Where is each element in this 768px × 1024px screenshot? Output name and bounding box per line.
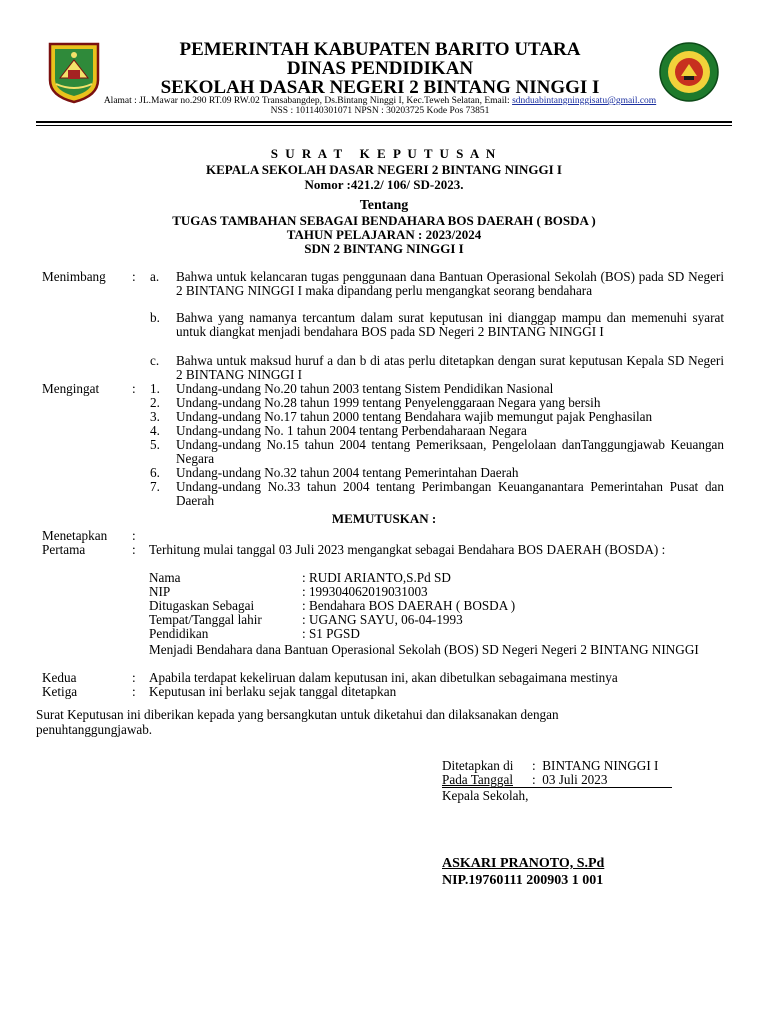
field-nama-label: Nama	[149, 570, 181, 585]
pertama-colon: :	[132, 542, 136, 557]
email-link[interactable]: sdnduabintangninggisatu@gmail.com	[512, 96, 657, 106]
mengingat-label: Mengingat	[42, 381, 100, 396]
field-pendidikan-value: : S1 PGSD	[302, 626, 360, 641]
mengingat-marker-2: 2.	[150, 395, 160, 410]
ketiga-colon: :	[132, 684, 136, 699]
header-school-name: SEKOLAH DASAR NEGERI 2 BINTANG NINGGI I	[160, 77, 600, 98]
menimbang-marker-c: c.	[150, 353, 160, 368]
issuer-title: KEPALA SEKOLAH DASAR NEGERI 2 BINTANG NINGGI I	[206, 162, 562, 177]
subject-line: TUGAS TAMBAHAN SEBAGAI BENDAHARA BOS DAERAH ( BOSDA )	[172, 213, 596, 228]
mengingat-item-5: Undang-undang No.15 tahun 2004 tentang Pemeriksaan, Pengelolaan danTanggungjawab Keuangan Negara	[176, 437, 724, 466]
mengingat-item-7: Undang-undang No.33 tahun 2004 tentang Perimbangan Keuanganantara Pemerintahan Pusat dan Daerah	[176, 479, 724, 508]
ketiga-text: Keputusan ini berlaku sejak tanggal ditetapkan	[149, 684, 397, 699]
about-heading: Tentang	[359, 198, 409, 213]
menetapkan-colon: :	[132, 528, 136, 543]
mengingat-marker-3: 3.	[150, 409, 160, 424]
menimbang-item-a: Bahwa untuk kelancaran tugas penggunaan dana Bantuan Operasional Sekolah (BOS) pada SD Negeri 2 BINTANG NINGGI I maka dipandang perlu mengangkat seorang bendahara	[176, 269, 724, 298]
menimbang-item-b: Bahwa yang namanya tercantum dalam surat keputusan ini dianggap mampu dan memenuhi syarat untuk diangkat menjadi bendahara BOS pada SD Negeri 2 BINTANG NINGGI I	[176, 310, 724, 339]
mengingat-item-2: Undang-undang No.28 tahun 1999 tentang Penyelenggaraan Negara yang bersih	[176, 395, 601, 410]
kedua-label: Kedua	[42, 670, 77, 685]
decree-title: S U R A T K E P U T U S A N	[270, 146, 498, 161]
menimbang-marker-a: a.	[150, 269, 160, 284]
mengingat-item-3: Undang-undang No.17 tahun 2000 tentang Bendahara wajib memungut pajak Penghasilan	[176, 409, 653, 424]
mengingat-marker-4: 4.	[150, 423, 160, 438]
academic-year: TAHUN PELAJARAN : 2023/2024	[286, 227, 482, 242]
kedua-colon: :	[132, 670, 136, 685]
header-divider	[36, 121, 732, 123]
tanggal-label: Pada Tanggal	[442, 772, 513, 787]
signatory-position: Kepala Sekolah,	[442, 788, 529, 803]
field-nip-label: NIP	[149, 584, 171, 599]
header-codes: NSS : 101140301071 NPSN : 30203725 Kode Pos 73851	[270, 106, 490, 116]
field-nama-value: : RUDI ARIANTO,S.Pd SD	[302, 570, 451, 585]
pertama-closing: Menjadi Bendahara dana Bantuan Operasional Sekolah (BOS) SD Negeri Negeri 2 BINTANG NINGGI	[149, 642, 699, 657]
field-ditugaskan-value: : Bendahara BOS DAERAH ( BOSDA )	[302, 598, 516, 613]
mengingat-marker-7: 7.	[150, 479, 160, 494]
decree-number: Nomor :421.2/ 106/ SD-2023.	[304, 177, 464, 192]
mengingat-item-6: Undang-undang No.32 tahun 2004 tentang Pemerintahan Daerah	[176, 465, 519, 480]
mengingat-colon: :	[132, 381, 136, 396]
district-emblem-logo	[46, 40, 102, 104]
menimbang-colon: :	[132, 269, 136, 284]
menimbang-marker-b: b.	[150, 310, 160, 325]
signatory-name: ASKARI PRANOTO, S.Pd	[442, 856, 605, 871]
menimbang-item-c: Bahwa untuk maksud huruf a dan b di atas perlu ditetapkan dengan surat keputusan Kepala SD Negeri 2 BINTANG NINGGI I	[176, 353, 724, 382]
pertama-text: Terhitung mulai tanggal 03 Juli 2023 mengangkat sebagai Bendahara BOS DAERAH (BOSDA) :	[149, 542, 666, 557]
header-government: PEMERINTAH KABUPATEN BARITO UTARA	[179, 39, 581, 60]
school-line: SDN 2 BINTANG NINGGI I	[304, 241, 464, 256]
mengingat-marker-1: 1.	[150, 381, 160, 396]
school-seal-logo	[657, 40, 721, 104]
field-nip-value: : 199304062019031003	[302, 584, 428, 599]
field-ditugaskan-label: Ditugaskan Sebagai	[149, 598, 255, 613]
header-divider-thin	[36, 125, 732, 126]
field-ttl-value: : UGANG SAYU, 06-04-1993	[302, 612, 463, 627]
menetapkan-label: Menetapkan	[42, 528, 108, 543]
mengingat-item-1: Undang-undang No.20 tahun 2003 tentang Sistem Pendidikan Nasional	[176, 381, 554, 396]
ditetapkan-label: Ditetapkan di	[442, 758, 514, 773]
address-text: Alamat : JL.Mawar no.290 RT.09 RW.02 Transabangdep, Ds.Bintang Ninggi I, Kec.Teweh Selatan, Email:	[103, 96, 510, 106]
tanggal-value: : 03 Juli 2023	[532, 772, 608, 787]
mengingat-item-4: Undang-undang No. 1 tahun 2004 tentang Perbendaharaan Negara	[176, 423, 527, 438]
pertama-label: Pertama	[42, 542, 86, 557]
closing-paragraph: Surat Keputusan ini diberikan kepada yang bersangkutan untuk diketahui dan dilaksanakan dengan penuhtanggungjawab.	[36, 707, 559, 737]
ditetapkan-value: : BINTANG NINGGI I	[532, 758, 659, 773]
menimbang-label: Menimbang	[42, 269, 106, 284]
mengingat-marker-6: 6.	[150, 465, 160, 480]
ketiga-label: Ketiga	[42, 684, 78, 699]
mengingat-marker-5: 5.	[150, 437, 160, 452]
field-pendidikan-label: Pendidikan	[149, 626, 209, 641]
header-department: DINAS PENDIDIKAN	[286, 58, 474, 79]
field-ttl-label: Tempat/Tanggal lahir	[149, 612, 262, 627]
signatory-nip: NIP.19760111 200903 1 001	[442, 873, 604, 888]
memutuskan-heading: MEMUTUSKAN :	[331, 511, 437, 526]
kedua-text: Apabila terdapat kekeliruan dalam keputusan ini, akan dibetulkan sebagaimana mestinya	[149, 670, 618, 685]
